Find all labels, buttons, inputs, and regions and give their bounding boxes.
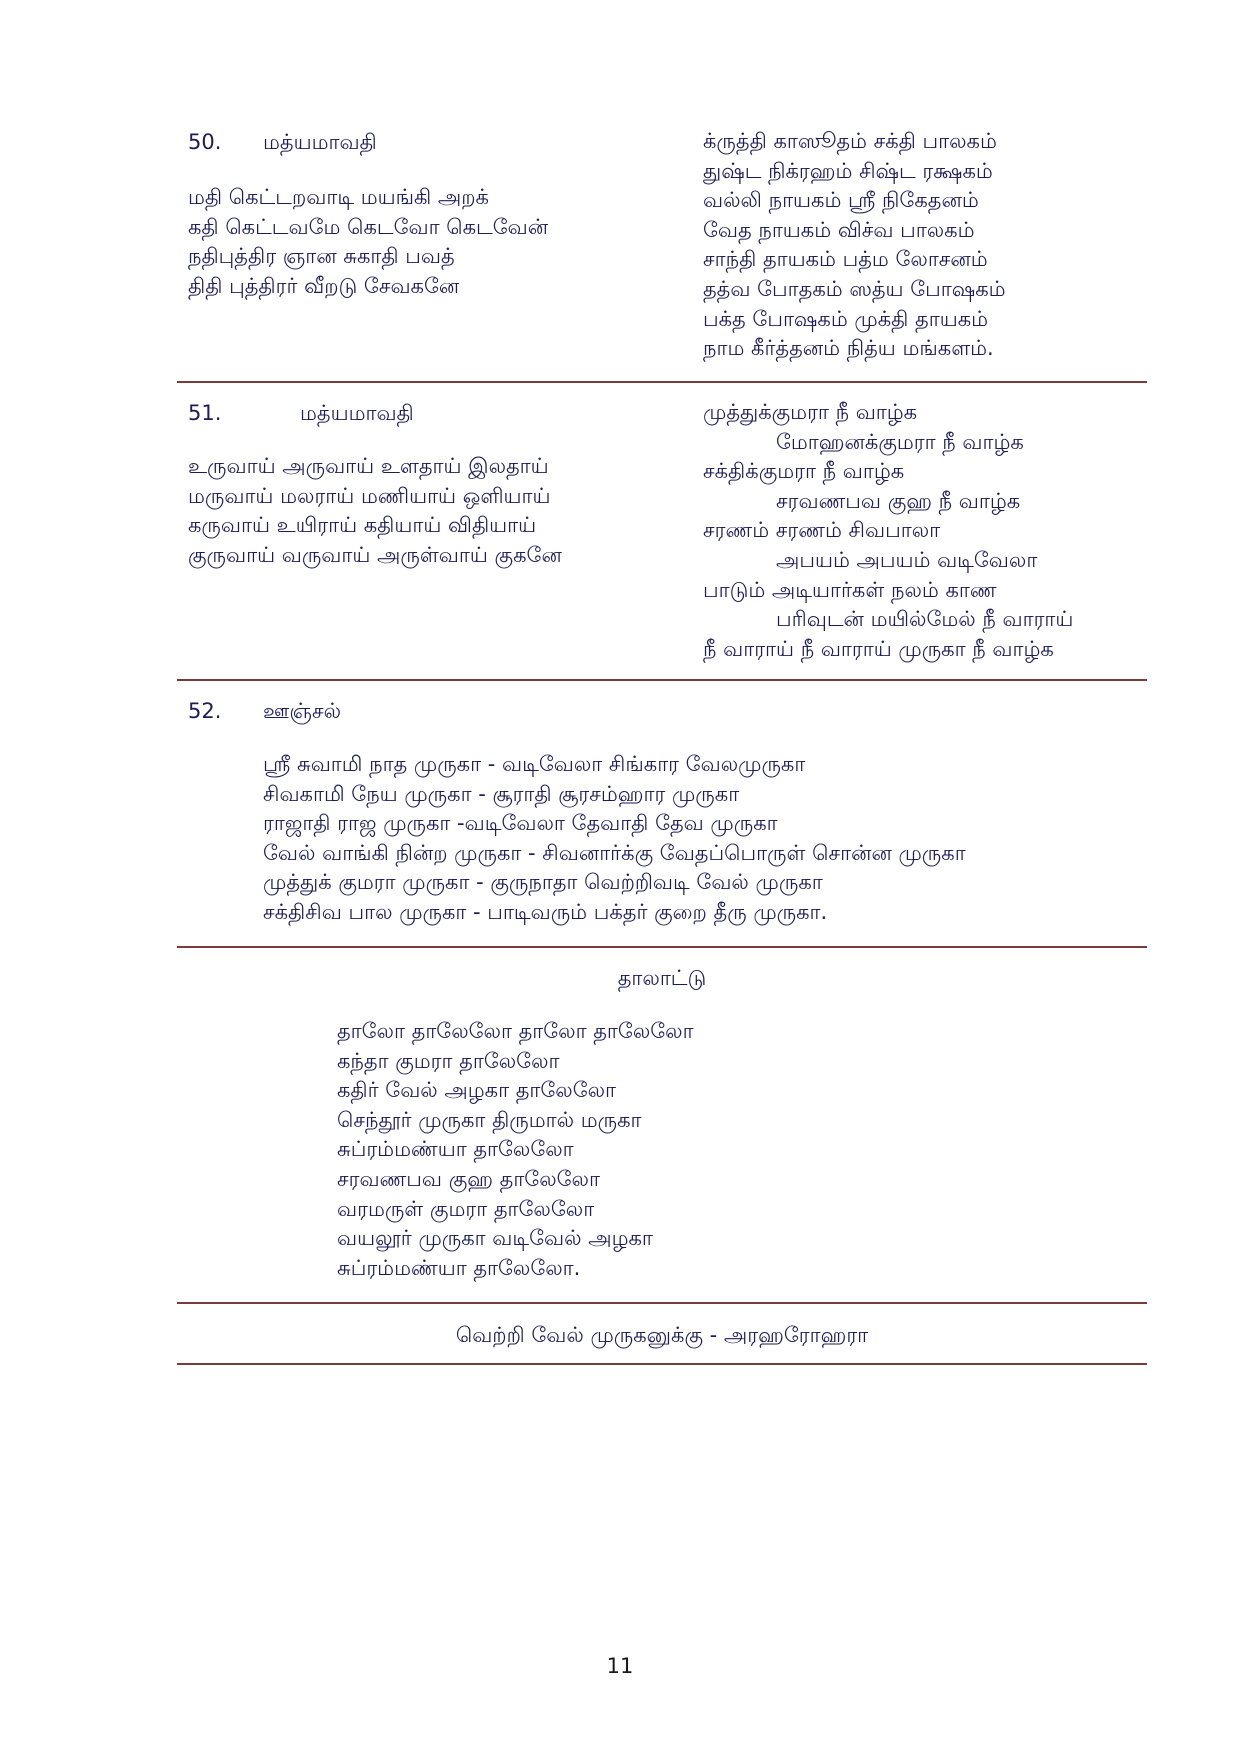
verse-line: சரவணபவ குஹ தாலேலோ <box>337 1166 600 1191</box>
section-51-number: 51. <box>188 401 222 425</box>
verse-line: சக்திசிவ பால முருகா - பாடிவரும் பக்தர் குறை தீரு முருகா. <box>263 899 828 924</box>
verse-line: துஷ்ட நிக்ரஹம் சிஷ்ட ரக்ஷகம் <box>703 158 993 183</box>
section-divider <box>177 1363 1147 1365</box>
verse-line: சரணம் சரணம் சிவபாலா <box>703 518 941 543</box>
verse-line: கந்தா குமரா தாலேலோ <box>337 1048 560 1073</box>
section-divider <box>177 679 1147 681</box>
verse-line: தாலோ தாலேலோ தாலோ தாலேலோ <box>337 1019 694 1043</box>
verse-line: நதிபுத்திர ஞான சுகாதி பவத் <box>188 244 455 269</box>
verse-line: தத்வ போதகம் ஸத்ய போஷகம் <box>703 276 1006 301</box>
verse-line: மோஹனக்குமரா நீ வாழ்க <box>776 429 1024 454</box>
verse-line: நீ வாராய் நீ வாராய் முருகா நீ வாழ்க <box>703 636 1054 661</box>
section-divider <box>177 1302 1147 1304</box>
verse-line: வரமருள் குமரா தாலேலோ <box>337 1196 595 1221</box>
verse-line: அபயம் அபயம் வடிவேலா <box>776 547 1038 572</box>
verse-line: சுப்ரம்மண்யா தாலேலோ <box>337 1137 574 1162</box>
verse-line: கதி கெட்டவமே கெடவோ கெடவேன் <box>188 214 549 239</box>
verse-line: வயலூர் முருகா வடிவேல் அழகா <box>337 1226 653 1251</box>
verse-line: சாந்தி தாயகம் பத்ம லோசனம் <box>703 247 988 272</box>
section-50-right-verse <box>703 127 1006 364</box>
thalattu-verse <box>337 1017 694 1283</box>
verse-line: பரிவுடன் மயில்மேல் நீ வாராய் <box>776 607 1074 632</box>
verse-line: க்ருத்தி காஸூதம் சக்தி பாலகம் <box>703 129 997 153</box>
verse-line: சுப்ரம்மண்யா தாலேலோ. <box>337 1255 581 1280</box>
verse-line: நாம கீர்த்தனம் நித்ய மங்களம். <box>703 336 994 361</box>
section-52-title: ஊஞ்சல் <box>263 699 342 723</box>
verse-line: ராஜாதி ராஜ முருகா -வடிவேலா தேவாதி தேவ முருகா <box>263 811 778 836</box>
section-51-right-verse <box>703 398 1073 664</box>
verse-line: கருவாய் உயிராய் கதியாய் விதியாய் <box>188 513 537 538</box>
section-51-left-verse <box>188 452 562 570</box>
section-50-title: மத்யமாவதி <box>263 130 377 154</box>
verse-line: ஸ்ரீ சுவாமி நாத முருகா - வடிவேலா சிங்கார வேலமுருகா <box>263 752 806 776</box>
section-divider <box>177 381 1147 383</box>
verse-line: வேத நாயகம் விச்வ பாலகம் <box>703 217 975 242</box>
section-52-number: 52. <box>188 699 222 723</box>
verse-line: கதிர் வேல் அழகா தாலேலோ <box>337 1078 617 1103</box>
verse-line: உருவாய் அருவாய் உளதாய் இலதாய் <box>188 454 549 478</box>
section-51-title: மத்யமாவதி <box>300 401 414 425</box>
section-50-number: 50. <box>188 130 222 154</box>
verse-line: திதி புத்திரர் வீறடு சேவகனே <box>188 273 460 298</box>
verse-line: மருவாய் மலராய் மணியாய் ஒளியாய் <box>188 483 551 508</box>
verse-line: மதி கெட்டறவாடி மயங்கி அறக் <box>188 185 489 209</box>
closing-line: வெற்றி வேல் முருகனுக்கு - அரஹரோஹரா <box>455 1323 869 1347</box>
section-52-verse <box>263 750 966 928</box>
verse-line: சக்திக்குமரா நீ வாழ்க <box>703 459 905 484</box>
verse-line: சரவணபவ குஹ நீ வாழ்க <box>776 488 1021 513</box>
thalattu-title: தாலாட்டு <box>617 966 707 990</box>
verse-line: முத்துக்குமரா நீ வாழ்க <box>703 400 918 424</box>
section-divider <box>177 946 1147 948</box>
verse-line: பக்த போஷகம் முக்தி தாயகம் <box>703 306 989 331</box>
verse-line: சிவகாமி நேய முருகா - சூராதி சூரசம்ஹார முருகா <box>263 781 740 806</box>
verse-line: பாடும் அடியார்கள் நலம் காண <box>703 577 997 602</box>
verse-line: வேல் வாங்கி நின்ற முருகா - சிவனார்க்கு வேதப்பொருள் சொன்ன முருகா <box>263 840 966 865</box>
section-50-left-verse <box>188 183 548 301</box>
verse-line: வல்லி நாயகம் ஸ்ரீ நிகேதனம் <box>703 188 979 213</box>
verse-line: குருவாய் வருவாய் அருள்வாய் குகனே <box>188 542 562 567</box>
verse-line: முத்துக் குமரா முருகா - குருநாதா வெற்றிவடி வேல் முருகா <box>263 870 823 895</box>
verse-line: செந்தூர் முருகா திருமால் மருகா <box>337 1107 642 1132</box>
page-number: 11 <box>606 1654 634 1678</box>
